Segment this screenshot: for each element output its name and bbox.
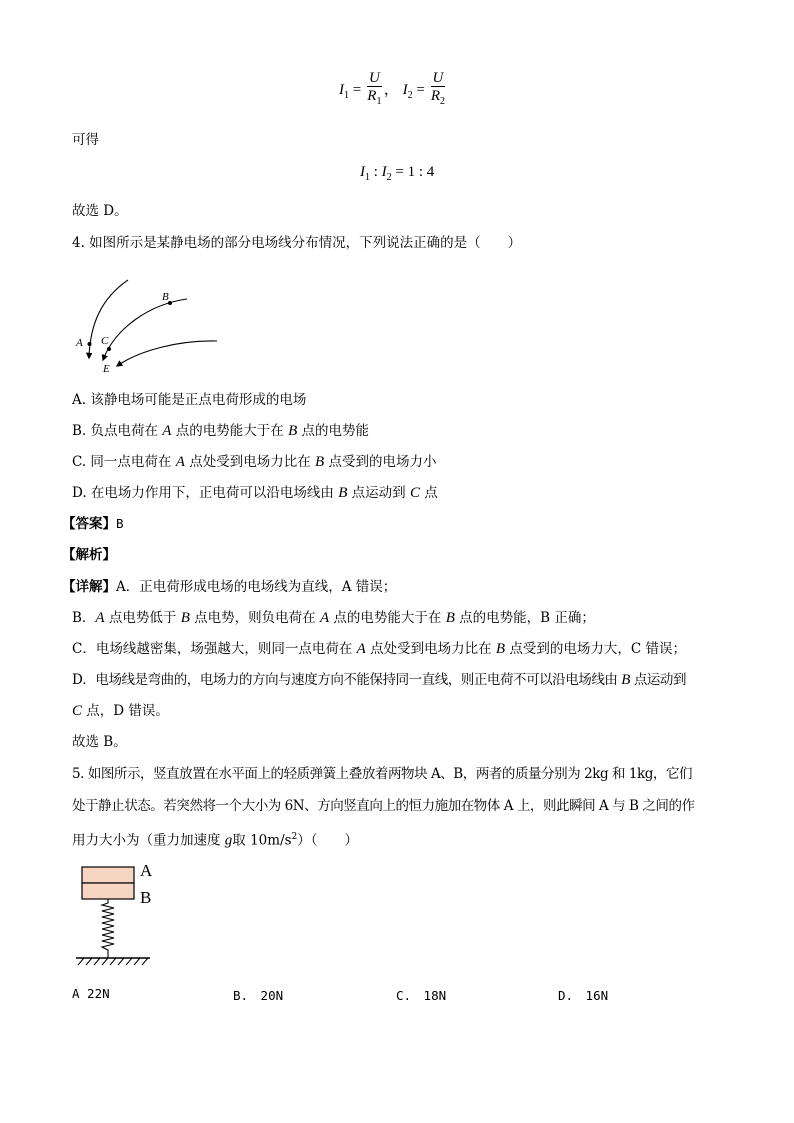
formula-current-ratio: $I_1$ : $I_2 = 1$ : 4: [360, 164, 435, 183]
q4-answer: 【答案】B: [62, 516, 124, 532]
field-line-middle: [103, 299, 187, 360]
fraction-u-r2: $\frac{U}{R_2}$: [430, 70, 446, 107]
q4-option-b: B. 负点电荷在 A 点的电势能大于在 B 点的电势能: [72, 423, 370, 439]
q5-stem-line3: 用力大小为（重力加速度 g取 $10m/s^2$）（ ）: [72, 832, 359, 849]
q4-detail-a: 【详解】A．正电荷形成电场的电场线为直线，A 错误；: [62, 579, 397, 595]
spring: [102, 899, 114, 958]
label-block-a: A: [140, 861, 153, 880]
block-a: [82, 867, 134, 883]
q5-option-c: C. 18N: [396, 988, 447, 1003]
q4-detail-b: B．A 点电势低于 B 点电势，则负电荷在 A 点的电势能大于在 B 点的电势能，B 正确；: [72, 610, 595, 626]
q5-option-d: D. 16N: [558, 988, 609, 1003]
point-c: [107, 347, 111, 351]
q5-option-a: A 22N: [72, 986, 110, 1001]
text-kede: 可得: [72, 132, 99, 148]
label-a: A: [76, 337, 83, 349]
field-line-left: [89, 280, 128, 358]
q4-detail-d-line1: D．电场线是弯曲的，电场力的方向与速度方向不能保持同一直线，则正电荷不可以沿电场线由 B 点运动到: [72, 672, 687, 688]
q4-option-c: C. 同一点电荷在 A 点处受到电场力比在 B 点受到的电场力小: [72, 454, 437, 470]
label-b: B: [162, 291, 169, 303]
q4-detail-d-line2: C 点，D 错误。: [72, 703, 169, 719]
q4-field-lines-figure: [70, 278, 230, 373]
q5-stem-line1: 5. 如图所示，竖直放置在水平面上的轻质弹簧上叠放着两物块 A、B，两者的质量分别为 2kg 和 1kg，它们: [72, 766, 693, 782]
point-a: [88, 342, 92, 346]
field-line-right: [117, 341, 217, 366]
q5-spring-blocks-figure: [70, 855, 170, 970]
fraction-u-r1: $\frac{U}{R_1}$: [367, 70, 382, 107]
label-c: C: [101, 335, 109, 347]
q4-analysis-tag: 【解析】: [62, 547, 116, 563]
label-e: E: [103, 363, 110, 373]
block-b: [82, 883, 134, 899]
text-choose-d: 故选 D。: [72, 203, 128, 219]
q5-option-b: B. 20N: [233, 988, 284, 1003]
q4-option-a: A. 该静电场可能是正点电荷形成的电场: [72, 392, 307, 408]
label-block-b: B: [140, 888, 152, 907]
formula-ohm-law: $I_1$ = $\frac{U}{R_1}$ ， $I_2$ = $\frac{U}{R_2}$: [339, 70, 447, 111]
q5-stem-line2: 处于静止状态。若突然将一个大小为 6N、方向竖直向上的恒力施加在物体 A 上，则此瞬间 A 与 B 之间的作: [72, 798, 695, 814]
q4-option-d: D. 在电场力作用下，正电荷可以沿电场线由 B 点运动到 C 点: [72, 485, 438, 501]
ground-hatch: [78, 958, 148, 965]
q4-conclusion: 故选 B。: [72, 734, 127, 750]
q4-detail-c: C．电场线越密集，场强越大，则同一点电荷在 A 点处受到电场力比在 B 点受到的电场力大，C 错误；: [72, 641, 686, 657]
q4-stem: 4. 如图所示是某静电场的部分电场线分布情况，下列说法正确的是（ ）: [72, 235, 522, 251]
